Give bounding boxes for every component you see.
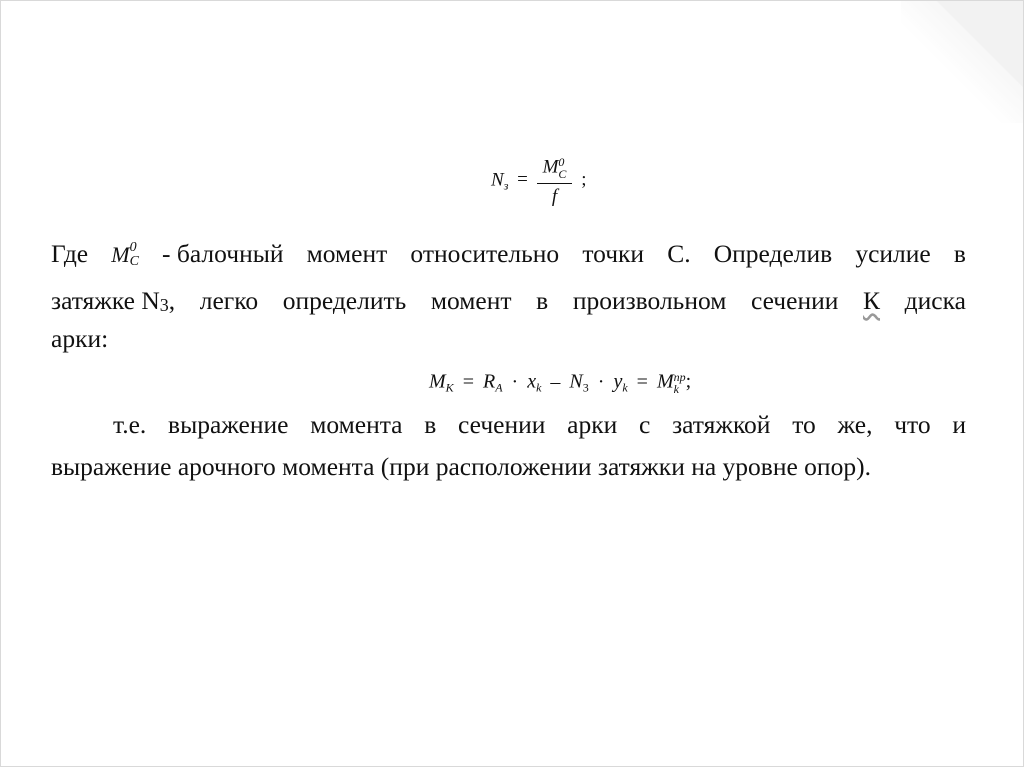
formula-superscript: пр (673, 370, 686, 384)
word: что (894, 410, 931, 439)
formula-symbol: N (569, 370, 583, 393)
text-line (51, 318, 966, 360)
formula-symbol: N (491, 169, 504, 191)
fraction-numerator (537, 156, 573, 184)
fraction (537, 156, 573, 206)
word: произвольном (572, 286, 727, 315)
formula-symbol: M (111, 242, 130, 267)
formula-subscript: k (622, 380, 628, 395)
word: с (639, 410, 651, 439)
paragraph-2 (51, 404, 966, 488)
formula-subscript: k (536, 380, 542, 395)
formula-subscript: з (503, 178, 509, 193)
word: момента (310, 410, 403, 439)
equals-sign: = (636, 370, 648, 393)
formula-symbol: M (656, 370, 674, 393)
sentence: выражение арочного момента (при расположении затяжки на уровне опор). (51, 452, 871, 481)
word: Определив (713, 239, 833, 268)
word: в (536, 286, 549, 315)
word: усилие (855, 239, 931, 268)
formula-indices (674, 371, 686, 395)
word: т.е. (113, 410, 147, 439)
dot-operator: · (597, 370, 605, 393)
formula-symbol: y (613, 370, 623, 393)
text-line (51, 446, 966, 488)
paragraph-1 (51, 233, 966, 360)
formula-symbol: R (482, 370, 496, 393)
word: момент (430, 286, 512, 315)
text-line (51, 233, 966, 275)
word: выражение (168, 410, 289, 439)
formula-subscript: K (445, 380, 454, 395)
formula-indices (558, 156, 566, 180)
word: легко (199, 286, 259, 315)
formula-subscript: 3 (582, 380, 589, 395)
formula-symbol: M (542, 156, 559, 178)
word: С. (667, 239, 691, 268)
formula-subscript: A (495, 380, 503, 395)
formula-mk (429, 371, 691, 395)
word: в (953, 239, 966, 268)
formula-n3 (491, 156, 586, 206)
word: относительно (410, 239, 560, 268)
word: затяжкой (672, 410, 771, 439)
formula-superscript: 0 (558, 155, 565, 169)
word: и (952, 410, 966, 439)
word: - балочный (162, 239, 284, 268)
formula-subscript: C (129, 254, 139, 269)
text-line (51, 280, 966, 322)
word: диска (904, 286, 966, 315)
subscript: 3 (159, 295, 169, 315)
word: арки: (51, 324, 109, 353)
semicolon: ; (581, 169, 587, 191)
word: то (792, 410, 816, 439)
semicolon: ; (685, 370, 692, 393)
fraction-denominator: f (551, 186, 558, 207)
equals-sign: = (462, 370, 474, 393)
word: точки (582, 239, 645, 268)
word: арки (567, 410, 618, 439)
word: сечении (458, 410, 546, 439)
formula-indices (130, 241, 139, 269)
word: определить (282, 286, 407, 315)
word: момент (306, 239, 388, 268)
inline-formula-mc0 (111, 234, 139, 276)
dot-operator: · (511, 370, 519, 393)
formula-symbol: M (429, 370, 446, 393)
formula-symbol: x (527, 370, 537, 393)
equals-sign: = (517, 169, 528, 191)
word: сечении (750, 286, 839, 315)
page-curl (937, 1, 1023, 87)
formula-superscript: 0 (129, 240, 137, 255)
minus-sign: – (550, 370, 561, 393)
text-line (51, 404, 966, 446)
formula-subscript: C (558, 167, 567, 181)
word-part: затяжке N (51, 286, 160, 315)
word: в (424, 410, 437, 439)
word: же, (837, 410, 873, 439)
word: Где (51, 239, 89, 268)
comma: , (168, 286, 176, 315)
formula-subscript: k (673, 382, 679, 396)
word-spellcheck: К (863, 286, 881, 315)
